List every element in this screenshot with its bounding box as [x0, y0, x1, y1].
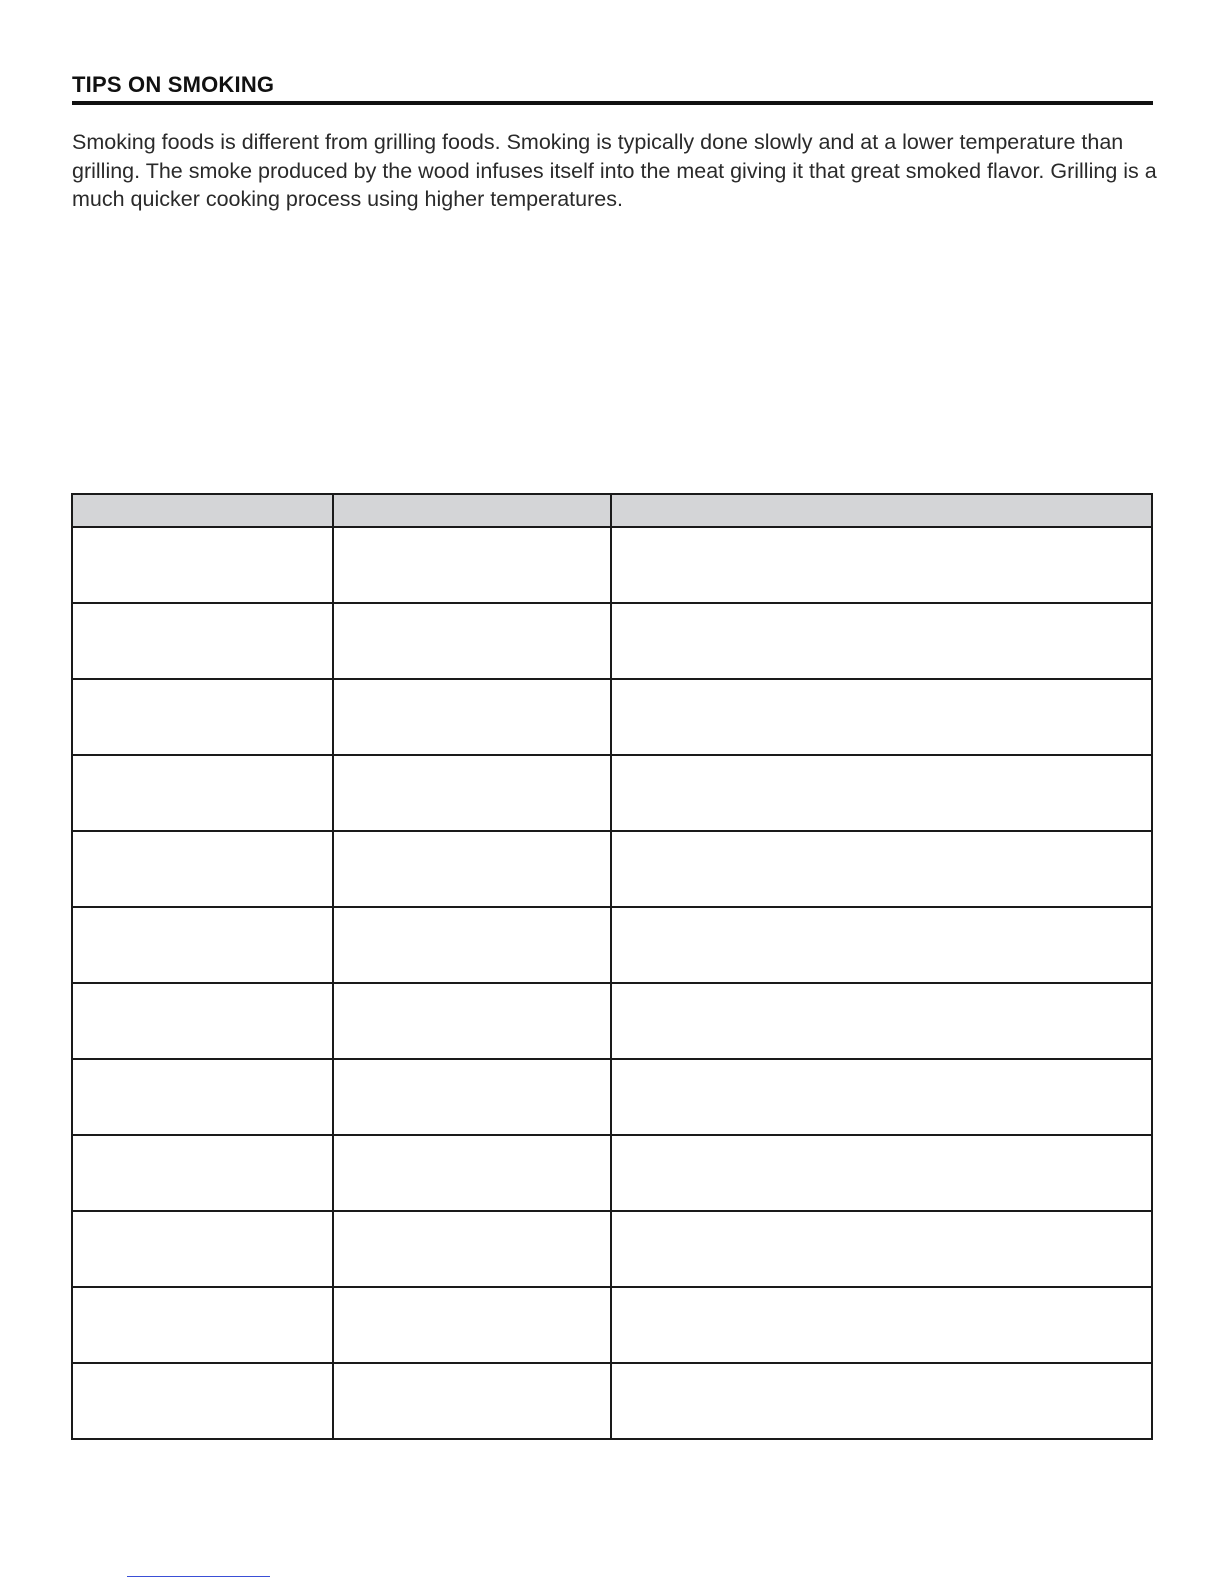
table-cell [611, 603, 1152, 679]
table-cell [611, 527, 1152, 603]
table-header-cell [333, 494, 611, 527]
table-cell [333, 1059, 611, 1135]
table-cell [333, 1211, 611, 1287]
table-cell [333, 907, 611, 983]
table-row [72, 755, 1152, 831]
table-cell [611, 831, 1152, 907]
table-header-cell [72, 494, 333, 527]
table-row [72, 1059, 1152, 1135]
table-cell [333, 1135, 611, 1211]
table-cell [611, 1135, 1152, 1211]
table-row [72, 1363, 1152, 1439]
table-cell [72, 1059, 333, 1135]
table-cell [333, 603, 611, 679]
section-title: TIPS ON SMOKING [72, 72, 275, 97]
table-row [72, 983, 1152, 1059]
table-cell [72, 1211, 333, 1287]
table-cell [72, 679, 333, 755]
table-row [72, 1287, 1152, 1363]
table-cell [333, 1363, 611, 1439]
table-cell [333, 983, 611, 1059]
table-cell [611, 1287, 1152, 1363]
title-rule [72, 101, 1153, 105]
table-cell [72, 831, 333, 907]
table-cell [611, 907, 1152, 983]
table-row [72, 1135, 1152, 1211]
intro-paragraph: Smoking foods is different from grilling foods. Smoking is typically done slowly and at a lower temperature than grilling. The smoke produced by the wood infuses itself into the meat giving it that great smoked flavor. Grilling is a much quicker cooking process using higher temperatures. [72, 130, 1157, 211]
table-cell [611, 679, 1152, 755]
table-cell [611, 1059, 1152, 1135]
table-cell [72, 1135, 333, 1211]
table-cell [72, 1363, 333, 1439]
table-row [72, 679, 1152, 755]
table-cell [72, 603, 333, 679]
table-cell [333, 527, 611, 603]
table-cell [72, 755, 333, 831]
table-cell [72, 527, 333, 603]
table-header-row [72, 494, 1152, 527]
table-row [72, 527, 1152, 603]
table-row [72, 831, 1152, 907]
table-cell [72, 983, 333, 1059]
footer-link-underline[interactable] [127, 1576, 270, 1577]
table-cell [333, 679, 611, 755]
table-cell [72, 1287, 333, 1363]
table-row [72, 603, 1152, 679]
smoking-table [71, 493, 1153, 1440]
table-cell [611, 1363, 1152, 1439]
table-row [72, 907, 1152, 983]
table-row [72, 1211, 1152, 1287]
table-cell [611, 755, 1152, 831]
table-cell [611, 983, 1152, 1059]
table-cell [611, 1211, 1152, 1287]
table-cell [333, 755, 611, 831]
table-cell [333, 831, 611, 907]
table-cell [333, 1287, 611, 1363]
table-cell [72, 907, 333, 983]
table-header-cell [611, 494, 1152, 527]
